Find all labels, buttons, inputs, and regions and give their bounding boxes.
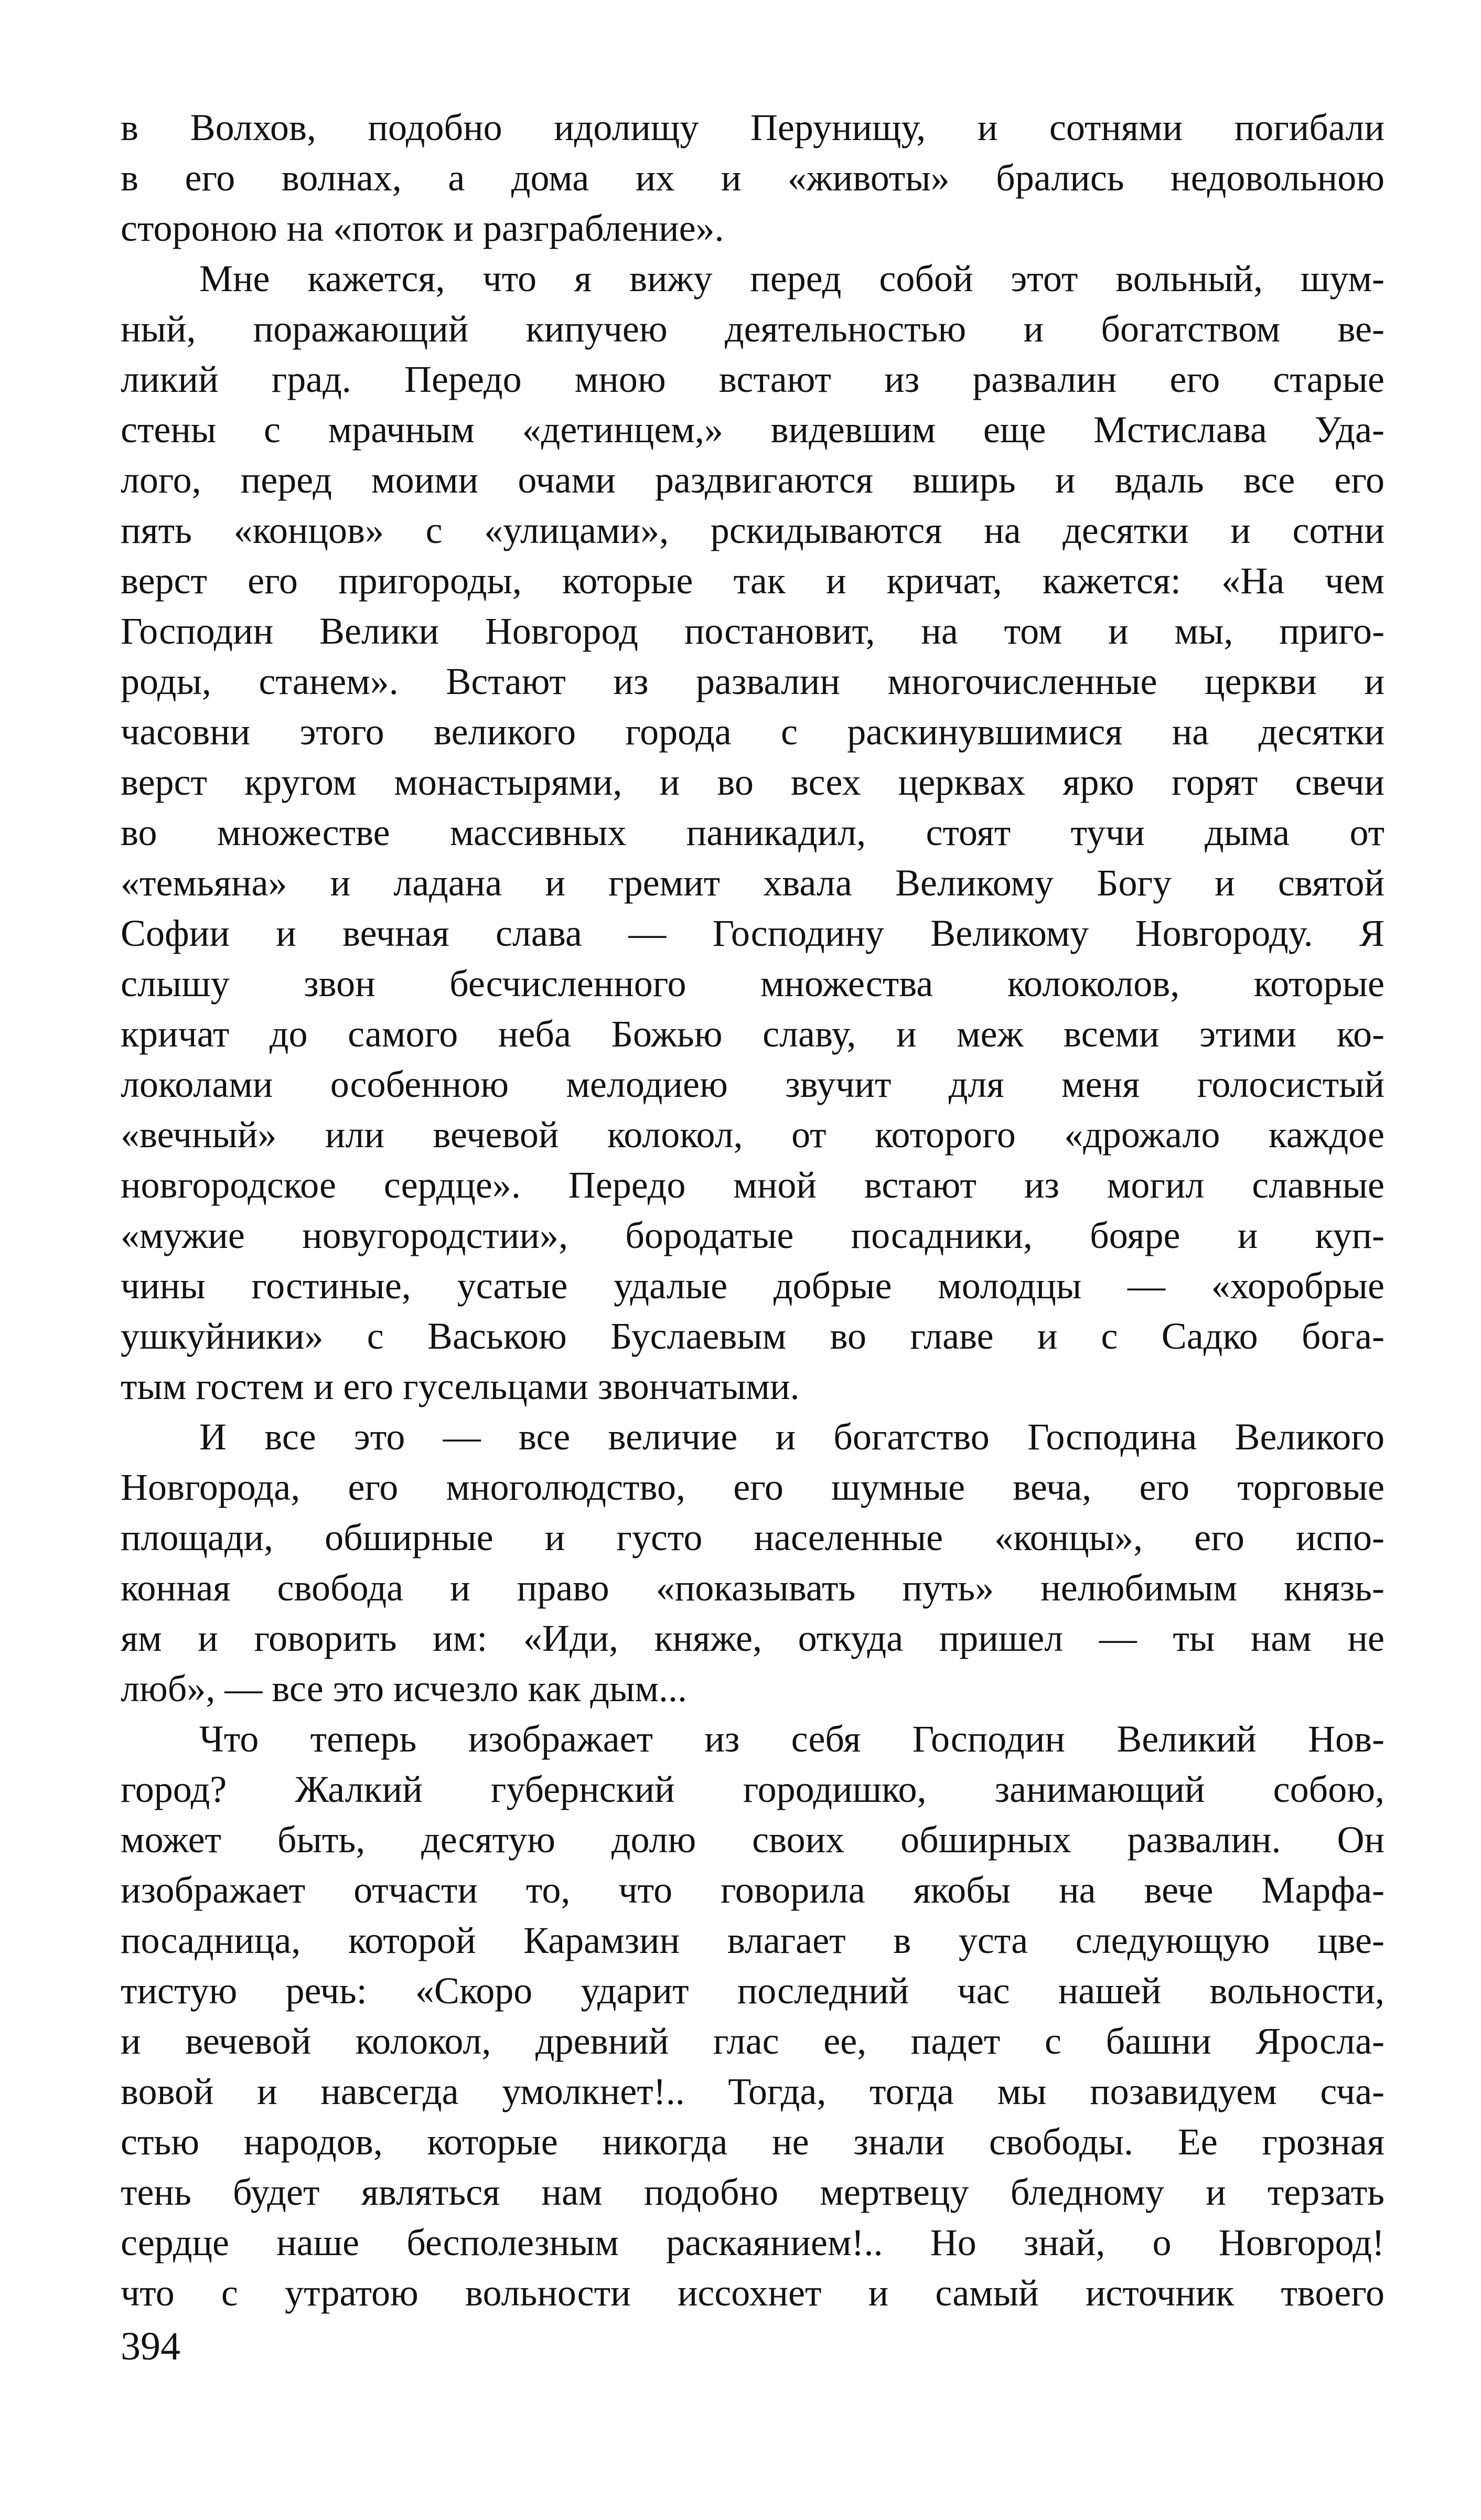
paragraph-1 bbox=[121, 102, 1385, 253]
page-number: 394 bbox=[121, 2324, 180, 2368]
text-line: Что теперь изображает из себя Господин Великий Нов- bbox=[199, 1718, 1385, 1760]
text-line: тень будет являться нам подобно мертвецу бледному и терзать bbox=[121, 2171, 1385, 2213]
text-line: слышу звон бесчисленного множества колоколов, которые bbox=[121, 963, 1385, 1005]
text-line: новгородское сердце». Передо мной встают из могил славные bbox=[121, 1164, 1385, 1206]
text-line: сердце наше бесполезным раскаянием!.. Но знай, о Новгород! bbox=[121, 2222, 1385, 2263]
text-line: роды, станем». Встают из развалин многочисленные церкви и bbox=[121, 660, 1385, 702]
text-line: стены с мрачным «детинцем,» видевшим еще Мстислава Уда- bbox=[121, 409, 1385, 451]
text-line: кричат до самого неба Божью славу, и меж всеми этими ко- bbox=[121, 1013, 1385, 1055]
text-line: Господин Велики Новгород постановит, на том и мы, приго- bbox=[121, 610, 1385, 652]
text-line: чины гостиные, усатые удалые добрые молодцы — «хоробрые bbox=[121, 1265, 1385, 1307]
text-line: «темьяна» и ладана и гремит хвала Великому Богу и святой bbox=[121, 862, 1385, 904]
text-line: лого, перед моими очами раздвигаются вширь и вдаль все его bbox=[121, 459, 1385, 501]
text-line: Мне кажется, что я вижу перед собой этот вольный, шум- bbox=[199, 258, 1385, 300]
text-line: конная свобода и право «показывать путь» нелюбимым князь- bbox=[121, 1567, 1385, 1609]
text-line: ликий град. Передо мною встают из развалин его старые bbox=[121, 358, 1385, 400]
text-line: площади, обширные и густо населенные «концы», его испо- bbox=[121, 1517, 1385, 1558]
text-line: люб», — все это исчезло как дым... bbox=[121, 1668, 687, 1710]
text-line: локолами особенною мелодиею звучит для меня голосистый bbox=[121, 1063, 1385, 1105]
text-line: ный, поражающий кипучею деятельностью и богатством ве- bbox=[121, 308, 1385, 350]
text-line: и вечевой колокол, древний глас ее, падет с башни Яросла- bbox=[121, 2020, 1385, 2062]
text-line: город? Жалкий губернский городишко, занимающий собою, bbox=[121, 1768, 1385, 1810]
text-line: И все это — все величие и богатство Господина Великого bbox=[199, 1416, 1385, 1458]
text-line: вовой и навсегда умолкнет!.. Тогда, тогда мы позавидуем сча- bbox=[121, 2070, 1385, 2112]
text-line: верст кругом монастырями, и во всех церквах ярко горят свечи bbox=[121, 761, 1385, 803]
text-line: может быть, десятую долю своих обширных развалин. Он bbox=[121, 1819, 1385, 1861]
text-line: тым гостем и его гусельцами звончатыми. bbox=[121, 1365, 800, 1407]
text-line: пять «концов» с «улицами», рскидываются на десятки и сотни bbox=[121, 509, 1385, 551]
paragraph-2 bbox=[121, 253, 1385, 1412]
text-line: «мужие новугородстии», бородатые посадники, бояре и куп- bbox=[121, 1214, 1385, 1256]
text-line: часовни этого великого города с раскинувшимися на десятки bbox=[121, 711, 1385, 753]
paragraph-3 bbox=[121, 1412, 1385, 1714]
text-line: стью народов, которые никогда не знали свободы. Ее грозная bbox=[121, 2121, 1385, 2163]
text-line: ушкуйники» с Ваською Буслаевым во главе и с Садко бога- bbox=[121, 1315, 1385, 1357]
text-line: в его волнах, а дома их и «животы» брались недовольною bbox=[121, 157, 1385, 199]
text-line: изображает отчасти то, что говорила якобы на вече Марфа- bbox=[121, 1869, 1385, 1911]
paragraph-4 bbox=[121, 1714, 1385, 2318]
text-line: «вечный» или вечевой колокол, от которого «дрожало каждое bbox=[121, 1114, 1385, 1156]
text-line: что с утратою вольности иссохнет и самый источник твоего bbox=[121, 2272, 1385, 2314]
text-line: посадница, которой Карамзин влагает в уста следующую цве- bbox=[121, 1919, 1385, 1961]
text-line: верст его пригороды, которые так и кричат, кажется: «На чем bbox=[121, 560, 1385, 602]
text-line: Софии и вечная слава — Господину Великому Новгороду. Я bbox=[121, 912, 1385, 954]
text-line: в Волхов, подобно идолищу Перунищу, и сотнями погибали bbox=[121, 106, 1385, 148]
page-text bbox=[121, 102, 1385, 2318]
text-line: стороною на «поток и разграбление». bbox=[121, 207, 724, 249]
text-line: Новгорода, его многолюдство, его шумные веча, его торговые bbox=[121, 1466, 1385, 1508]
text-line: во множестве массивных паникадил, стоят тучи дыма от bbox=[121, 811, 1385, 853]
text-line: ям и говорить им: «Иди, княже, откуда пришел — ты нам не bbox=[121, 1617, 1385, 1659]
text-line: тистую речь: «Скоро ударит последний час нашей вольности, bbox=[121, 1970, 1385, 2012]
